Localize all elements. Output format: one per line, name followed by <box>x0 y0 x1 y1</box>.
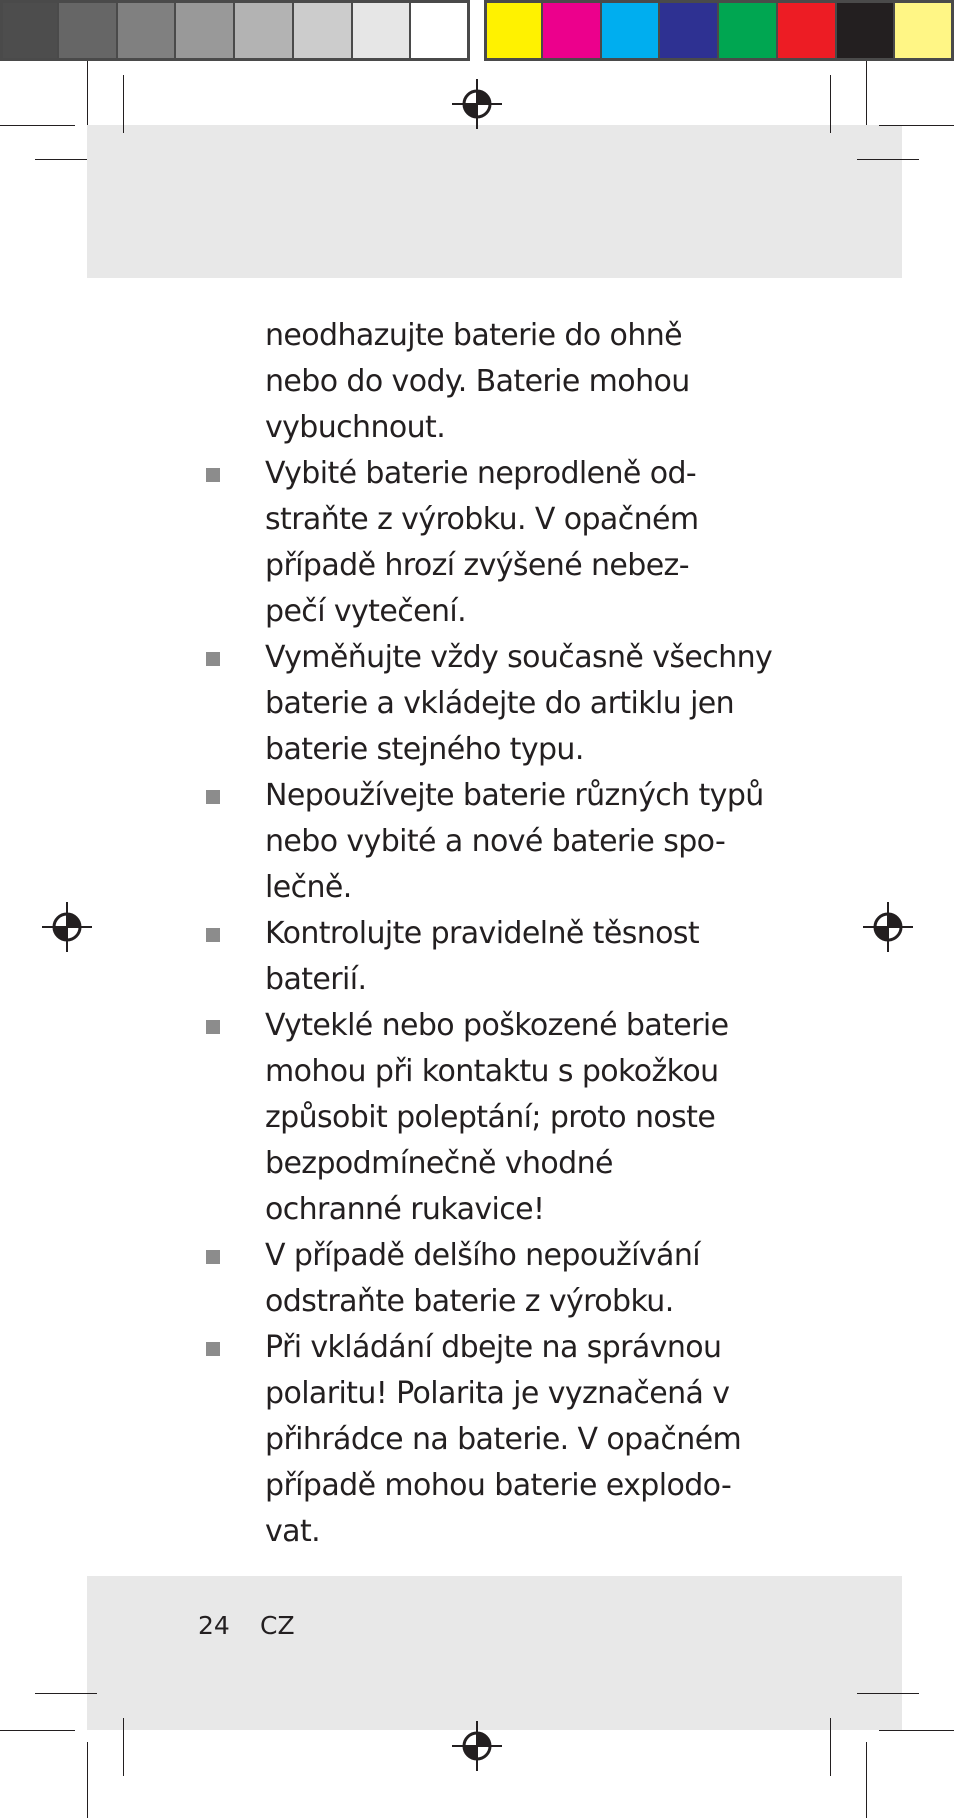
crop-mark <box>857 1693 919 1694</box>
color-calibration-bar <box>484 0 954 61</box>
grayscale-swatch <box>59 2 118 59</box>
crop-mark <box>35 159 87 160</box>
list-item-line: mohou při kontaktu s pokožkou <box>265 1054 719 1089</box>
square-bullet-icon <box>206 1250 220 1264</box>
color-swatch <box>719 2 778 59</box>
registration-mark-icon <box>42 902 92 952</box>
color-swatch <box>778 2 837 59</box>
list-item-line: odstraňte baterie z výrobku. <box>265 1284 674 1319</box>
list-item-line: nebo vybité a nové baterie spo- <box>265 824 726 859</box>
square-bullet-icon <box>206 468 220 482</box>
grayscale-swatch <box>353 2 412 59</box>
language-code: CZ <box>260 1611 295 1640</box>
list-item-line: způsobit poleptání; proto noste <box>265 1100 716 1135</box>
page-number: 24 <box>198 1611 230 1640</box>
crop-mark <box>830 75 831 133</box>
grayscale-swatch <box>411 2 470 59</box>
square-bullet-icon <box>206 1020 220 1034</box>
registration-mark-icon <box>863 902 913 952</box>
list-item-line: pečí vytečení. <box>265 594 467 629</box>
list-item-line: straňte z výrobku. V opačném <box>265 502 699 537</box>
list-item-line: Vyměňujte vždy současně všechny <box>265 640 773 675</box>
color-swatch <box>602 2 661 59</box>
grayscale-swatch <box>235 2 294 59</box>
footer-band <box>87 1576 902 1730</box>
list-item-line: Vybité baterie neprodleně od- <box>265 456 697 491</box>
list-item-line: polaritu! Polarita je vyznačená v <box>265 1376 730 1411</box>
crop-mark <box>0 1730 75 1731</box>
intro-line: neodhazujte baterie do ohně <box>265 318 682 353</box>
list-item-line: případě hrozí zvýšené nebez- <box>265 548 689 583</box>
color-swatch <box>837 2 896 59</box>
list-item-line: Nepoužívejte baterie různých typů <box>265 778 764 813</box>
list-item-line: Při vkládání dbejte na správnou <box>265 1330 722 1365</box>
list-item-line: ochranné rukavice! <box>265 1192 545 1227</box>
registration-mark-icon <box>452 1721 502 1771</box>
color-swatch <box>895 2 954 59</box>
crop-mark <box>879 1730 954 1731</box>
crop-mark <box>35 1693 97 1694</box>
crop-mark <box>87 61 88 125</box>
list-item-line: Kontrolujte pravidelně těsnost <box>265 916 700 951</box>
square-bullet-icon <box>206 790 220 804</box>
crop-mark <box>830 1718 831 1776</box>
crop-mark <box>123 75 124 133</box>
list-item-line: baterie a vkládejte do artiklu jen <box>265 686 735 721</box>
grayscale-swatch <box>0 2 59 59</box>
list-item-line: baterií. <box>265 962 367 997</box>
crop-mark <box>0 125 75 126</box>
crop-mark <box>123 1718 124 1776</box>
crop-mark <box>879 125 954 126</box>
crop-mark <box>866 61 867 125</box>
intro-line: nebo do vody. Baterie mohou <box>265 364 690 399</box>
color-swatch <box>660 2 719 59</box>
crop-mark <box>866 1742 867 1818</box>
list-item-line: bezpodmínečně vhodné <box>265 1146 613 1181</box>
crop-mark <box>857 159 919 160</box>
list-item-line: případě mohou baterie explodo- <box>265 1468 732 1503</box>
list-item-line: V případě delšího nepoužívání <box>265 1238 700 1273</box>
header-band <box>87 125 902 278</box>
list-item-line: vat. <box>265 1514 321 1549</box>
grayscale-swatch <box>294 2 353 59</box>
square-bullet-icon <box>206 928 220 942</box>
grayscale-calibration-bar <box>0 0 470 61</box>
square-bullet-icon <box>206 1342 220 1356</box>
list-item-line: lečně. <box>265 870 352 905</box>
registration-mark-icon <box>452 79 502 129</box>
color-swatch <box>484 2 543 59</box>
grayscale-swatch <box>118 2 177 59</box>
list-item-line: Vyteklé nebo poškozené baterie <box>265 1008 729 1043</box>
list-item-line: přihrádce na baterie. V opačném <box>265 1422 742 1457</box>
list-item-line: baterie stejného typu. <box>265 732 584 767</box>
intro-line: vybuchnout. <box>265 410 446 445</box>
grayscale-swatch <box>176 2 235 59</box>
square-bullet-icon <box>206 652 220 666</box>
color-swatch <box>543 2 602 59</box>
crop-mark <box>87 1742 88 1818</box>
